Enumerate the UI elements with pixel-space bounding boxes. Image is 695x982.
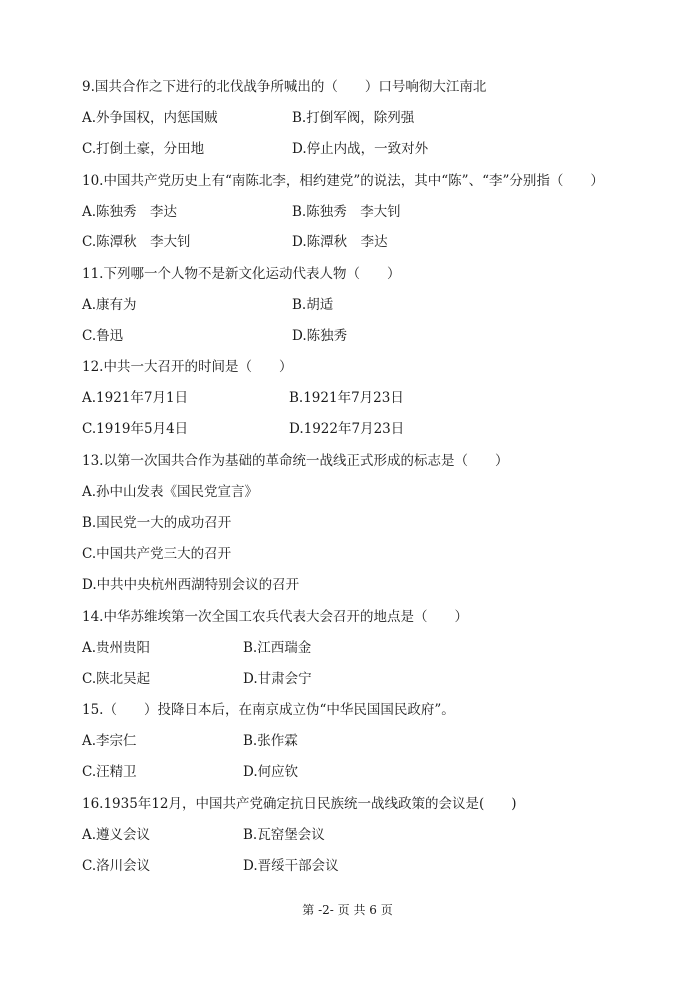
question-13-option-b: B.国民党一大的成功召开 (82, 515, 232, 531)
question-16-option-a: A.遵义会议 (82, 827, 151, 843)
question-9-stem: 9.国共合作之下进行的北伐战争所喊出的（ ）口号响彻大江南北 (82, 79, 487, 95)
question-15-option-d: D.何应钦 (243, 764, 299, 780)
question-16-stem: 16.1935年12月，中国共产党确定抗日民族统一战线政策的会议是( ) (82, 796, 517, 812)
question-15-option-a: A.李宗仁 (82, 733, 137, 749)
question-9-option-d: D.停止内战，一致对外 (292, 141, 429, 157)
question-14-stem: 14.中华苏维埃第一次全国工农兵代表大会召开的地点是（ ） (82, 609, 468, 625)
question-15-stem: 15.（ ）投降日本后，在南京成立伪“中华民国国民政府”。 (82, 702, 455, 718)
question-9-option-c: C.打倒土豪，分田地 (82, 141, 205, 157)
question-9-option-b: B.打倒军阀，除列强 (292, 110, 415, 126)
question-15-option-b: B.张作霖 (243, 733, 298, 749)
question-12-option-c: C.1919年5月4日 (82, 421, 189, 437)
question-16-option-c: C.洛川会议 (82, 858, 151, 874)
question-10-option-a: A.陈独秀 李达 (82, 204, 178, 220)
question-16-option-d: D.晋绥干部会议 (243, 858, 339, 874)
question-11-stem: 11.下列哪一个人物不是新文化运动代表人物（ ） (82, 266, 401, 282)
question-13-option-a: A.孙中山发表《国民党宣言》 (82, 484, 259, 500)
question-12-option-a: A.1921年7月1日 (82, 390, 189, 406)
question-16-option-b: B.瓦窑堡会议 (243, 827, 325, 843)
question-14-option-d: D.甘肃会宁 (243, 671, 312, 687)
question-10-option-c: C.陈潭秋 李大钊 (82, 234, 191, 250)
question-14-option-c: C.陕北吴起 (82, 671, 151, 687)
question-10-option-d: D.陈潭秋 李达 (292, 234, 388, 250)
question-11-option-a: A.康有为 (82, 297, 137, 313)
question-15-option-c: C.汪精卫 (82, 764, 137, 780)
question-13-option-d: D.中共中央杭州西湖特别会议的召开 (82, 577, 300, 593)
question-9-option-a: A.外争国权，内惩国贼 (82, 110, 218, 126)
question-10-option-b: B.陈独秀 李大钊 (292, 204, 401, 220)
page-number-footer: 第 -2- 页 共 6 页 (302, 903, 393, 917)
question-11-option-b: B.胡适 (292, 297, 334, 313)
question-14-option-a: A.贵州贵阳 (82, 640, 151, 656)
question-13-option-c: C.中国共产党三大的召开 (82, 546, 232, 562)
question-13-stem: 13.以第一次国共合作为基础的革命统一战线正式形成的标志是（ ） (82, 453, 509, 469)
question-11-option-d: D.陈独秀 (292, 328, 348, 344)
question-11-option-c: C.鲁迅 (82, 328, 124, 344)
question-12-option-d: D.1922年7月23日 (289, 421, 405, 437)
question-12-option-b: B.1921年7月23日 (289, 390, 404, 406)
question-14-option-b: B.江西瑞金 (243, 640, 312, 656)
question-12-stem: 12.中共一大召开的时间是（ ） (82, 359, 293, 375)
question-10-stem: 10.中国共产党历史上有“南陈北李，相约建党”的说法，其中“陈”、“李”分别指（ ） (82, 173, 604, 189)
